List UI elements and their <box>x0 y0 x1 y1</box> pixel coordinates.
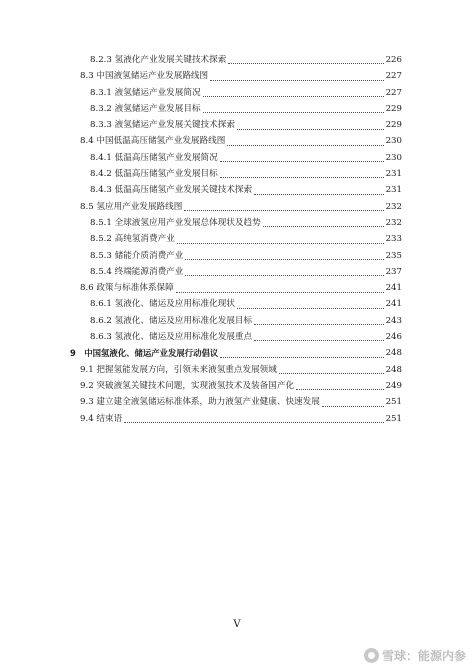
toc-entry[interactable] <box>0 329 474 345</box>
toc-entry[interactable] <box>0 215 474 231</box>
toc-leader-dots <box>203 96 384 97</box>
toc-entry[interactable] <box>0 264 474 280</box>
toc-leader-dots <box>237 129 384 130</box>
toc-leader-dots <box>210 80 384 81</box>
toc-entry-title: 8.5.3 储能介质消费产业 <box>90 250 184 261</box>
watermark-text: 雪球：能源内参 <box>381 649 466 663</box>
toc-entry-page: 249 <box>385 380 402 391</box>
toc-entry-page: 246 <box>385 332 402 343</box>
toc-entry-page: 251 <box>385 397 402 408</box>
table-of-contents <box>0 52 474 427</box>
toc-entry-title: 8.6.2 氢液化、储运及应用标准化发展目标 <box>90 315 253 326</box>
toc-leader-dots <box>220 161 384 162</box>
page-number: V <box>233 619 241 630</box>
toc-entry-page: 227 <box>385 71 402 82</box>
watermark <box>364 647 466 664</box>
toc-entry-title: 9.3 建立建全液氢储运标准体系，助力液氢产业健康、快速发展 <box>80 397 320 408</box>
toc-entry[interactable] <box>0 52 474 68</box>
toc-leader-dots <box>176 292 384 293</box>
toc-entry[interactable] <box>0 313 474 329</box>
toc-entry[interactable] <box>0 345 474 361</box>
toc-leader-dots <box>279 373 384 374</box>
toc-entry-title: 8.5.4 终端能源消费产业 <box>90 266 184 277</box>
toc-entry-title: 8.3 中国液氢储运产业发展路线图 <box>80 71 209 82</box>
toc-leader-dots <box>296 389 384 390</box>
toc-entry[interactable] <box>0 411 474 427</box>
toc-entry-title: 9 中国氢液化、储运产业发展行动倡议 <box>70 348 219 359</box>
toc-entry[interactable] <box>0 182 474 198</box>
toc-entry[interactable] <box>0 133 474 149</box>
toc-entry-title: 8.2.3 氢液化产业发展关键技术探索 <box>90 55 227 65</box>
toc-entry-page: 229 <box>385 120 402 131</box>
toc-entry-title: 8.4.2 低温高压储氢产业发展目标 <box>90 169 218 180</box>
toc-entry[interactable] <box>0 394 474 410</box>
toc-entry[interactable] <box>0 362 474 378</box>
toc-leader-dots <box>254 340 384 341</box>
toc-entry-page: 232 <box>385 217 402 228</box>
toc-entry[interactable] <box>0 296 474 312</box>
toc-entry-page: 230 <box>385 152 402 163</box>
toc-entry-title: 8.3.2 液氢储运产业发展目标 <box>90 103 201 114</box>
toc-entry-page: 243 <box>385 315 402 326</box>
snowball-logo-icon <box>364 648 379 663</box>
toc-entry-page: 235 <box>385 250 402 261</box>
toc-entry-page: 251 <box>385 413 402 424</box>
toc-entry-page: 226 <box>385 55 402 65</box>
toc-leader-dots <box>185 259 384 260</box>
toc-entry[interactable] <box>0 68 474 84</box>
toc-entry-title: 8.4.1 低温高压储氢产业发展简况 <box>90 152 218 163</box>
toc-leader-dots <box>124 422 384 423</box>
toc-entry[interactable] <box>0 150 474 166</box>
toc-leader-dots <box>263 226 384 227</box>
toc-leader-dots <box>227 145 384 146</box>
toc-entry-title: 9.1 把握氢能发展方向，引领未来液氢重点发展领域 <box>80 364 277 375</box>
toc-entry-page: 231 <box>385 185 402 196</box>
toc-entry-page: 233 <box>385 234 402 245</box>
toc-entry-page: 227 <box>385 87 402 98</box>
toc-entry-page: 241 <box>385 283 402 294</box>
toc-entry[interactable] <box>0 117 474 133</box>
toc-leader-dots <box>322 406 384 407</box>
toc-entry-title: 8.4 中国低温高压储氢产业发展路线图 <box>80 136 226 147</box>
toc-entry-page: 248 <box>385 348 402 359</box>
toc-entry-title: 8.5.2 高纯氢消费产业 <box>90 234 175 245</box>
toc-leader-dots <box>177 243 384 244</box>
toc-entry-title: 8.4.3 低温高压储氢产业发展关键技术探索 <box>90 185 253 196</box>
toc-leader-dots <box>254 324 384 325</box>
toc-entry-page: 237 <box>385 266 402 277</box>
toc-entry-title: 9.2 突破液氢关键技术问题，实现液氢技术及装备国产化 <box>80 380 295 391</box>
toc-entry-title: 8.6.3 氢液化、储运及应用标准化发展重点 <box>90 332 253 343</box>
toc-leader-dots <box>184 210 384 211</box>
toc-entry[interactable] <box>0 101 474 117</box>
toc-entry-title: 8.5 氢应用产业发展路线图 <box>80 201 183 212</box>
toc-leader-dots <box>220 357 384 358</box>
toc-entry-title: 9.4 结束语 <box>80 413 123 424</box>
toc-entry-title: 8.3.3 液氢储运产业发展关键技术探索 <box>90 120 235 131</box>
toc-entry[interactable] <box>0 231 474 247</box>
toc-leader-dots <box>220 177 384 178</box>
toc-entry-title: 8.3.1 液氢储运产业发展简况 <box>90 87 201 98</box>
toc-leader-dots <box>254 194 384 195</box>
toc-entry-page: 241 <box>385 299 402 310</box>
toc-entry-title: 8.6 政策与标准体系保障 <box>80 283 174 294</box>
toc-entry[interactable] <box>0 248 474 264</box>
toc-entry-title: 8.6.1 氢液化、储运及应用标准化现状 <box>90 299 235 310</box>
toc-entry-page: 229 <box>385 103 402 114</box>
toc-entry-page: 232 <box>385 201 402 212</box>
toc-entry[interactable] <box>0 166 474 182</box>
toc-entry[interactable] <box>0 85 474 101</box>
toc-entry-page: 230 <box>385 136 402 147</box>
toc-entry[interactable] <box>0 280 474 296</box>
toc-leader-dots <box>237 308 384 309</box>
toc-entry-title: 8.5.1 全球液氢应用产业发展总体现状及趋势 <box>90 217 261 228</box>
toc-leader-dots <box>203 112 384 113</box>
toc-leader-dots <box>185 275 384 276</box>
toc-entry[interactable] <box>0 378 474 394</box>
toc-entry-page: 231 <box>385 169 402 180</box>
toc-entry[interactable] <box>0 199 474 215</box>
toc-leader-dots <box>228 63 384 64</box>
toc-entry-page: 248 <box>385 364 402 375</box>
